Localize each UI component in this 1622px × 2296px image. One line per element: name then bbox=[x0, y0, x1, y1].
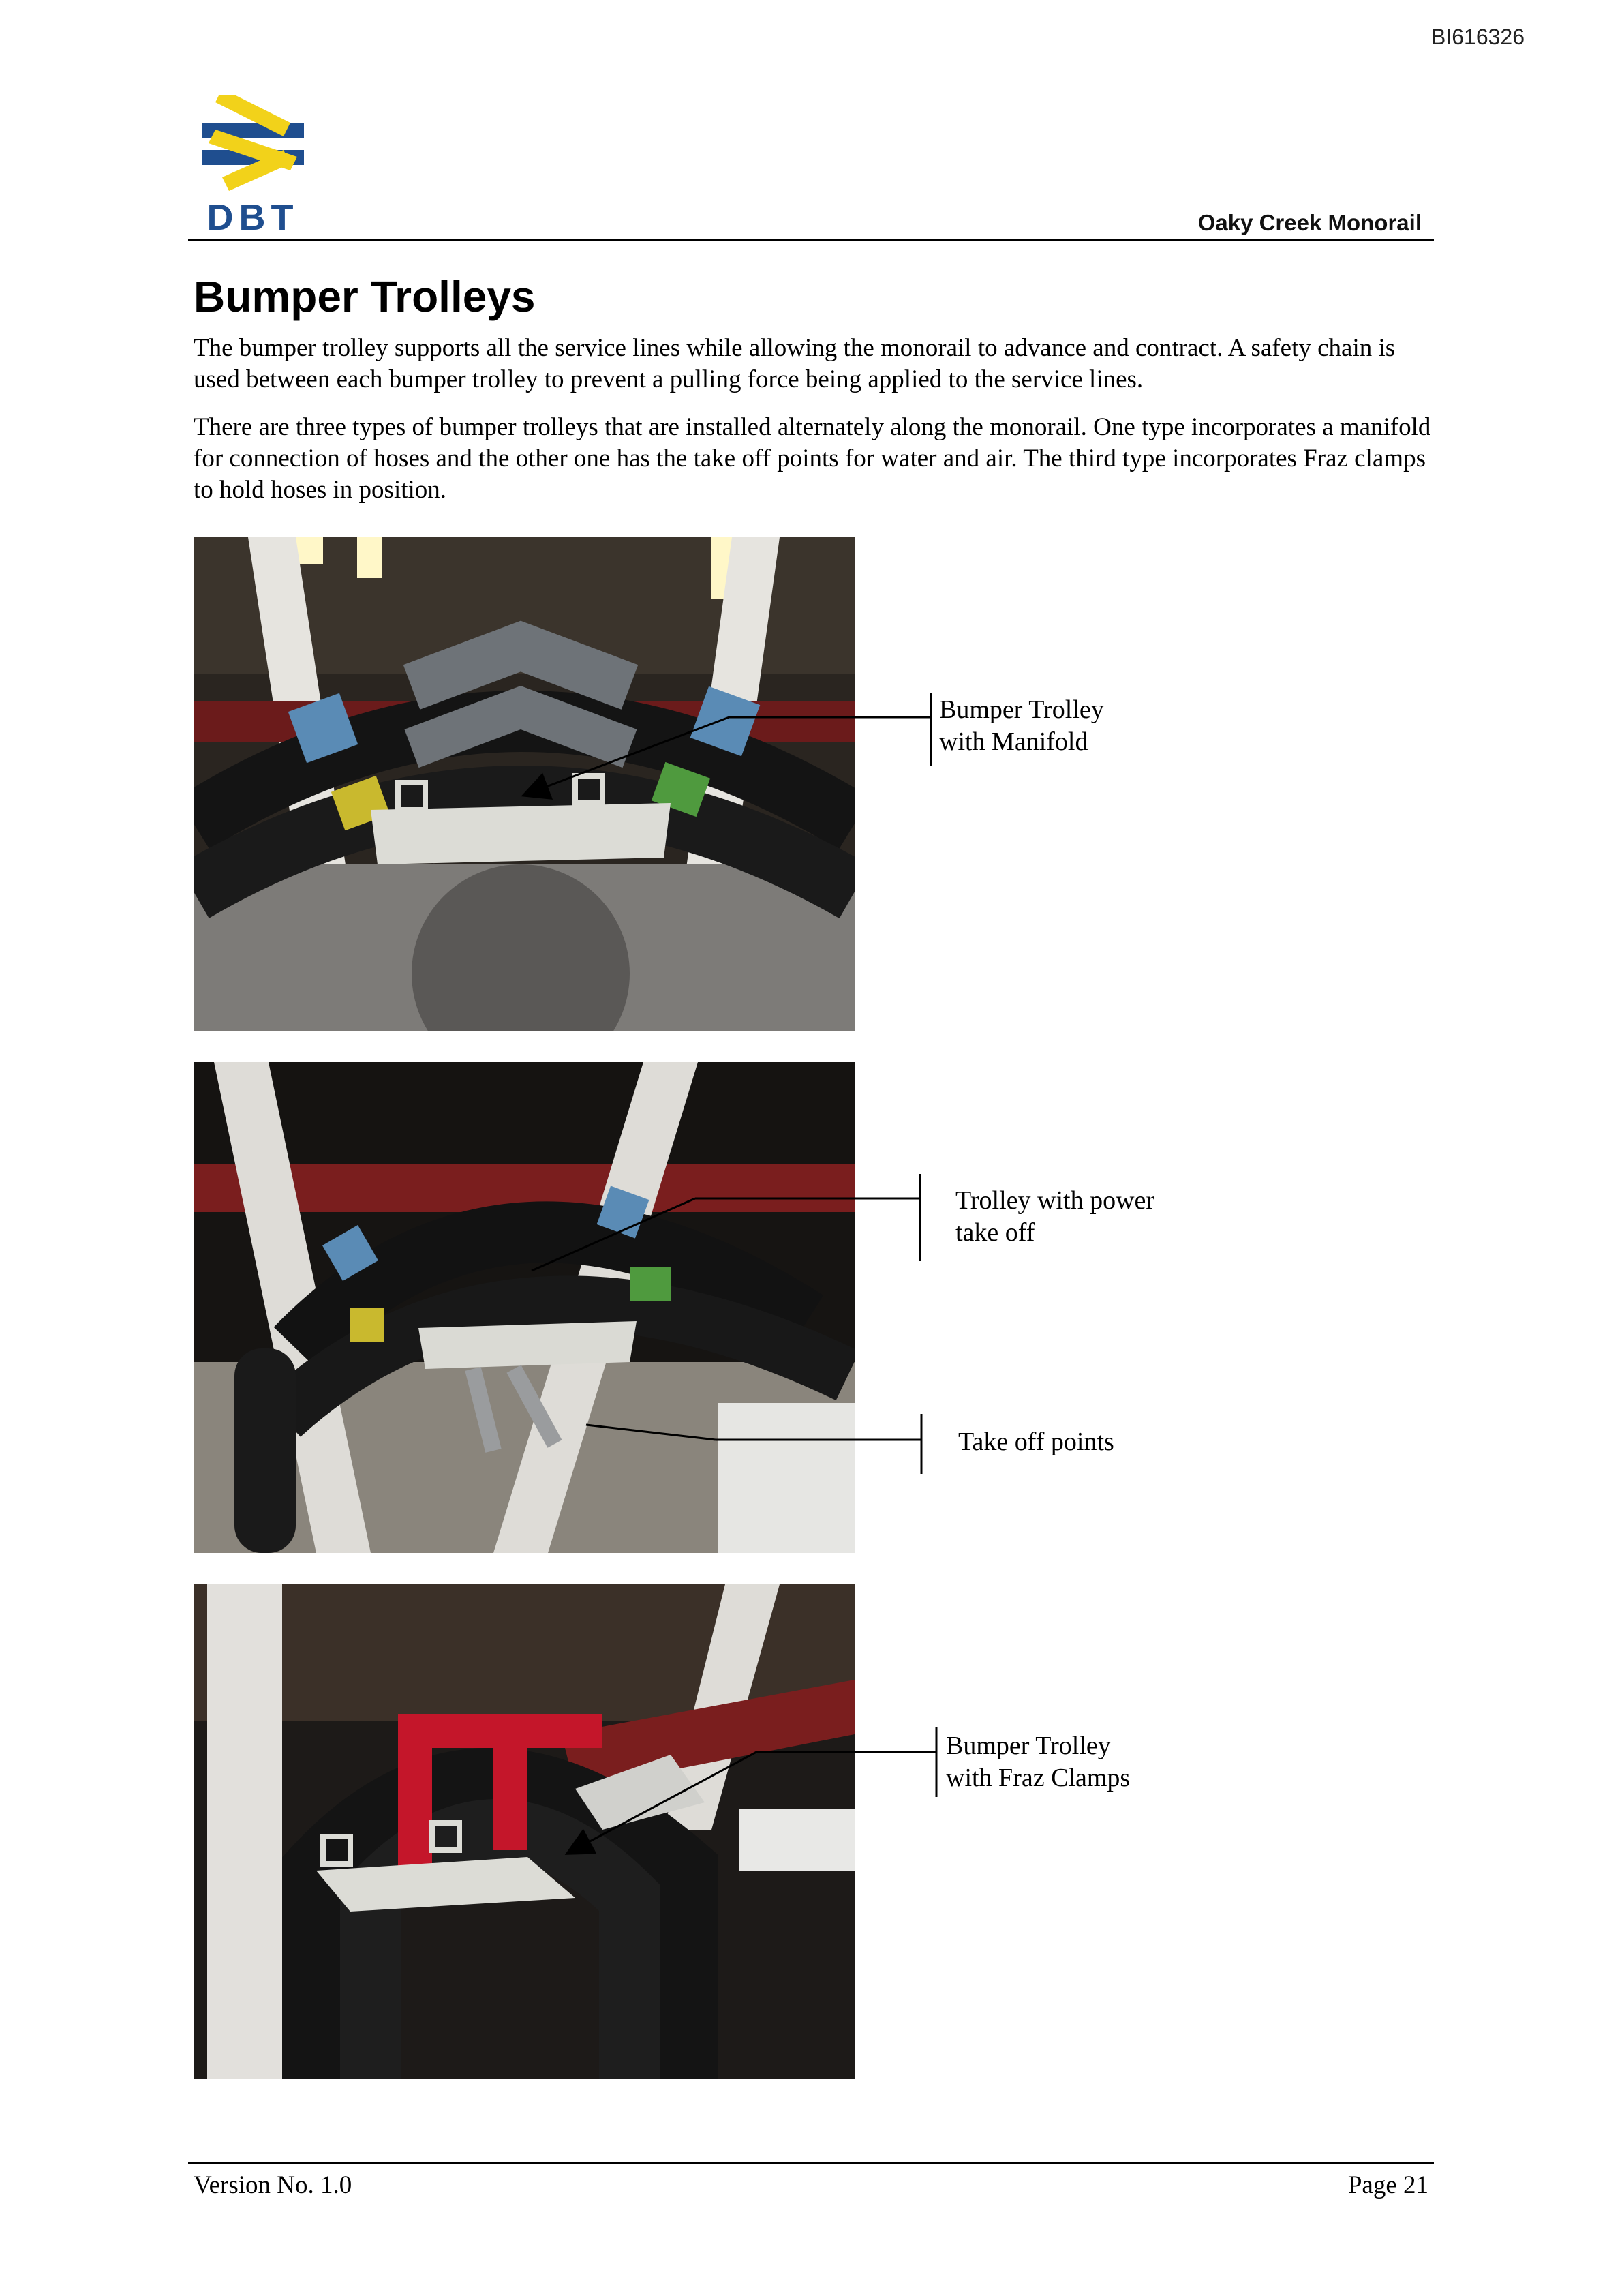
version-number: Version No. 1.0 bbox=[194, 2171, 352, 2199]
document-id: BI616326 bbox=[1431, 25, 1525, 49]
photo-trolley-power-take-off bbox=[194, 1062, 855, 1553]
callout-line: Trolley with power bbox=[955, 1186, 1155, 1215]
photo-bumper-trolley-fraz-clamps bbox=[194, 1584, 855, 2079]
page-title: Bumper Trolleys bbox=[194, 272, 536, 321]
callout-line: with Manifold bbox=[939, 727, 1088, 756]
callout-line: Bumper Trolley bbox=[939, 695, 1104, 724]
header-divider bbox=[188, 239, 1434, 241]
logo-text: DBT bbox=[206, 197, 299, 238]
types-paragraph: There are three types of bumper trolleys that are installed alternately along the monorail. One type incorporates a manifold for connection of hoses and the other one has the take off points for water and air. The third type incorporates Fraz clamps to hold hoses in position. bbox=[194, 413, 1431, 504]
callout-line: with Fraz Clamps bbox=[946, 1764, 1131, 1792]
header-title: Oaky Creek Monorail bbox=[1197, 210, 1422, 235]
callout-take-off-points bbox=[958, 1426, 1114, 1458]
callout-line: Take off points bbox=[958, 1428, 1114, 1456]
callout-line: Bumper Trolley bbox=[946, 1732, 1111, 1760]
dbt-logo bbox=[202, 95, 304, 239]
callout-trolley-power-take-off bbox=[955, 1185, 1154, 1249]
callout-bumper-trolley-manifold bbox=[939, 694, 1104, 758]
page-number: Page 21 bbox=[1347, 2171, 1428, 2199]
intro-paragraph: The bumper trolley supports all the service lines while allowing the monorail to advance and contract. A safety chain is used between each bumper trolley to prevent a pulling force being applied to the service lines. bbox=[194, 334, 1396, 393]
dbt-logo-mark bbox=[202, 95, 304, 191]
footer-divider bbox=[188, 2162, 1434, 2164]
callout-line: take off bbox=[955, 1218, 1035, 1247]
callout-bumper-trolley-fraz-clamps bbox=[946, 1730, 1130, 1794]
photo-bumper-trolley-manifold bbox=[194, 537, 855, 1031]
